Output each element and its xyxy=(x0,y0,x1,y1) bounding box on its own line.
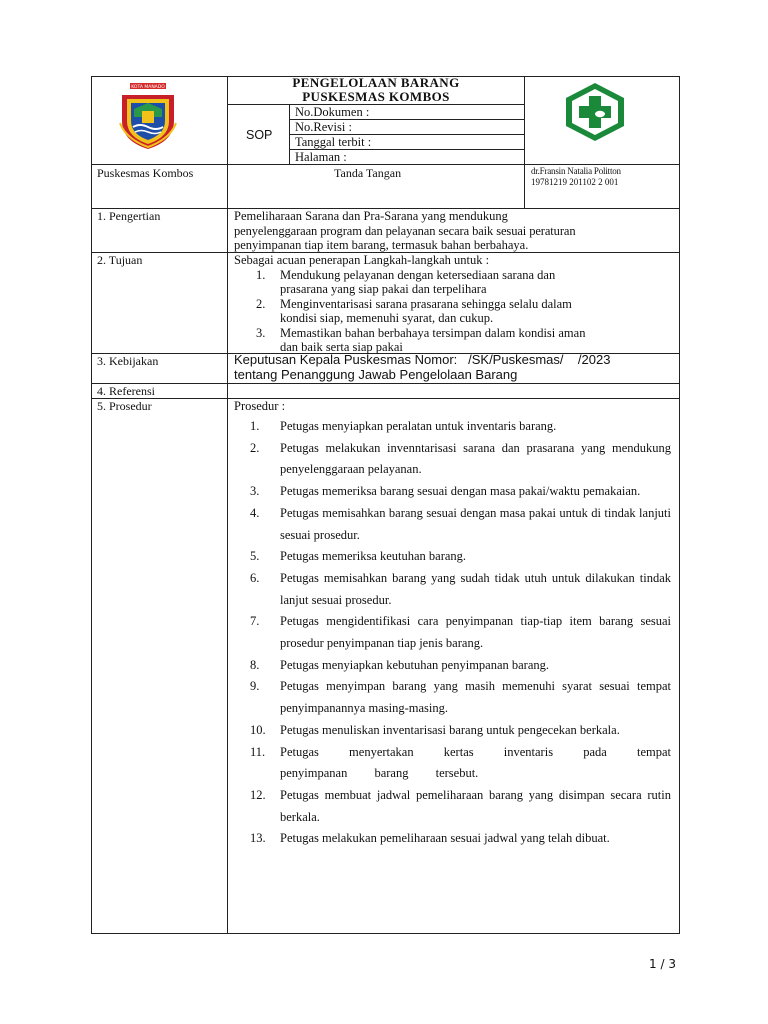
signer-id: 19781219 201102 2 001 xyxy=(531,177,619,187)
prosedur-item-number: 12. xyxy=(250,787,266,802)
page-number: 1 / 3 xyxy=(649,957,676,971)
pengertian-line: penyimpanan tiap item barang, termasuk bahan berbahaya. xyxy=(234,238,529,252)
document-title-line2: PUSKESMAS KOMBOS xyxy=(302,89,450,104)
tujuan-item-number: 3. xyxy=(256,325,266,340)
prosedur-item-text: Petugas membuat jadwal pemeliharaan barang yang disimpan secara rutin berkala. xyxy=(280,787,671,824)
section-label-kebijakan: 3. Kebijakan xyxy=(97,354,159,368)
prosedur-item xyxy=(250,785,671,828)
prosedur-item-number: 8. xyxy=(250,657,260,672)
issue-date-field: Tanggal terbit : xyxy=(295,135,372,149)
prosedur-item-number: 9. xyxy=(250,679,260,694)
prosedur-item xyxy=(250,676,671,719)
svg-text:KOTA MANADO: KOTA MANADO xyxy=(131,85,165,90)
prosedur-item-text: Petugas memeriksa keutuhan barang. xyxy=(280,549,467,564)
document-title-line1: PENGELOLAAN BARANG xyxy=(292,75,460,90)
prosedur-item-text: Petugas memeriksa barang sesuai dengan masa pakai/waktu pemakaian. xyxy=(280,484,641,499)
prosedur-item xyxy=(250,655,671,677)
right-header-divider xyxy=(524,76,525,208)
tujuan-intro: Sebagai acuan penerapan Langkah-langkah untuk : xyxy=(234,253,490,267)
prosedur-item xyxy=(250,611,671,654)
prosedur-item xyxy=(250,438,671,481)
revision-number-field: No.Revisi : xyxy=(295,120,352,134)
prosedur-item-number: 5. xyxy=(250,549,260,564)
section-label-pengertian: 1. Pengertian xyxy=(97,209,161,223)
tujuan-item xyxy=(234,268,658,297)
prosedur-item-text: Petugas menuliskan inventarisasi barang untuk pengecekan berkala. xyxy=(280,722,620,737)
prosedur-item-text: Petugas menyertakan kertas inventaris pada tempat penyimpanan barang tersebut. xyxy=(280,744,671,781)
prosedur-item xyxy=(250,568,671,611)
signer-name: dr.Fransin Natalia Politton xyxy=(531,166,621,176)
prosedur-item-number: 1. xyxy=(250,419,260,433)
prosedur-item xyxy=(250,481,671,503)
prosedur-item-text: Petugas memisahkan barang sesuai dengan masa pakai untuk di tindak lanjuti sesuai prosedur. xyxy=(280,505,671,542)
tujuan-item-line: Menginventarisasi sarana prasarana sehingga selalu dalam xyxy=(280,296,572,311)
prosedur-item-text: Petugas menyimpan barang yang masih memenuhi syarat sesuai tempat penyimpanannya masing-masing. xyxy=(280,679,671,716)
prosedur-item xyxy=(250,720,671,742)
document-number-field: No.Dokumen : xyxy=(295,105,370,119)
tujuan-item-line: kondisi siap, memenuhi syarat, dan cukup. xyxy=(280,311,494,325)
section-label-tujuan: 2. Tujuan xyxy=(97,253,143,267)
tujuan-item-number: 2. xyxy=(256,296,266,311)
puskesmas-logo xyxy=(562,81,628,143)
pengertian-line: penyelenggaraan program dan pelayanan secara baik sesuai peraturan xyxy=(234,223,576,238)
prosedur-item-number: 10. xyxy=(250,722,266,737)
prosedur-item xyxy=(250,503,671,546)
section-divider xyxy=(91,383,680,384)
pengertian-text xyxy=(234,209,658,253)
title-divider xyxy=(228,104,524,105)
prosedur-item-text: Petugas melakukan pemeliharaan sesuai jadwal yang telah dibuat. xyxy=(280,831,610,846)
prosedur-item-text: Petugas menyiapkan peralatan untuk inventaris barang. xyxy=(280,419,557,433)
tujuan-item xyxy=(234,326,658,355)
prosedur-item-number: 13. xyxy=(250,831,266,846)
sop-label: SOP xyxy=(246,128,273,142)
page-field: Halaman : xyxy=(295,150,347,164)
prosedur-item-number: 3. xyxy=(250,484,260,499)
pengertian-line: Pemeliharaan Sarana dan Pra-Sarana yang mendukung xyxy=(234,209,508,223)
kebijakan-line: tentang Penanggung Jawab Pengelolaan Barang xyxy=(234,367,518,382)
kebijakan-line: Keputusan Kepala Puskesmas Nomor: /SK/Puskesmas/ /2023 xyxy=(234,352,611,367)
prosedur-item-text: Petugas menyiapkan kebutuhan penyimpanan barang. xyxy=(280,657,550,672)
header-divider xyxy=(91,164,680,165)
prosedur-list xyxy=(250,416,671,850)
prosedur-item xyxy=(250,742,671,785)
label-column-divider xyxy=(227,76,228,934)
section-divider xyxy=(91,398,680,399)
city-crest-logo xyxy=(118,83,178,151)
prosedur-item-text: Petugas melakukan invenntarisasi sarana dan prasarana yang mendukung penyelenggaraan pelayanan. xyxy=(280,440,671,477)
section-label-referensi: 4. Referensi xyxy=(97,384,155,398)
prosedur-item xyxy=(250,828,671,850)
organization-name: Puskesmas Kombos xyxy=(97,166,194,180)
tujuan-item-number: 1. xyxy=(256,267,266,282)
tujuan-item-line: dan baik serta siap pakai xyxy=(280,340,403,354)
tujuan-content xyxy=(234,253,658,355)
section-label-prosedur: 5. Prosedur xyxy=(97,399,152,413)
tujuan-item-line: Memastikan bahan berbahaya tersimpan dalam kondisi aman xyxy=(280,325,586,340)
prosedur-item-number: 11. xyxy=(250,744,266,759)
prosedur-heading: Prosedur : xyxy=(234,399,286,413)
prosedur-item xyxy=(250,546,671,568)
signature-label: Tanda Tangan xyxy=(334,166,402,180)
tujuan-item xyxy=(234,297,658,326)
prosedur-item-number: 2. xyxy=(250,440,260,455)
prosedur-item xyxy=(250,416,671,438)
prosedur-item-number: 6. xyxy=(250,570,260,585)
prosedur-item-number: 7. xyxy=(250,614,260,629)
prosedur-item-text: Petugas mengidentifikasi cara penyimpanan tiap-tiap item barang sesuai prosedur penyimpanan tiap jenis barang. xyxy=(280,614,671,651)
tujuan-item-line: prasarana yang siap pakai dan terpelihara xyxy=(280,282,487,296)
prosedur-item-text: Petugas memisahkan barang yang sudah tidak utuh untuk dilakukan tindak lanjut sesuai prosedur. xyxy=(280,570,671,607)
tujuan-item-line: Mendukung pelayanan dengan ketersediaan sarana dan xyxy=(280,267,556,282)
prosedur-item-number: 4. xyxy=(250,505,260,520)
